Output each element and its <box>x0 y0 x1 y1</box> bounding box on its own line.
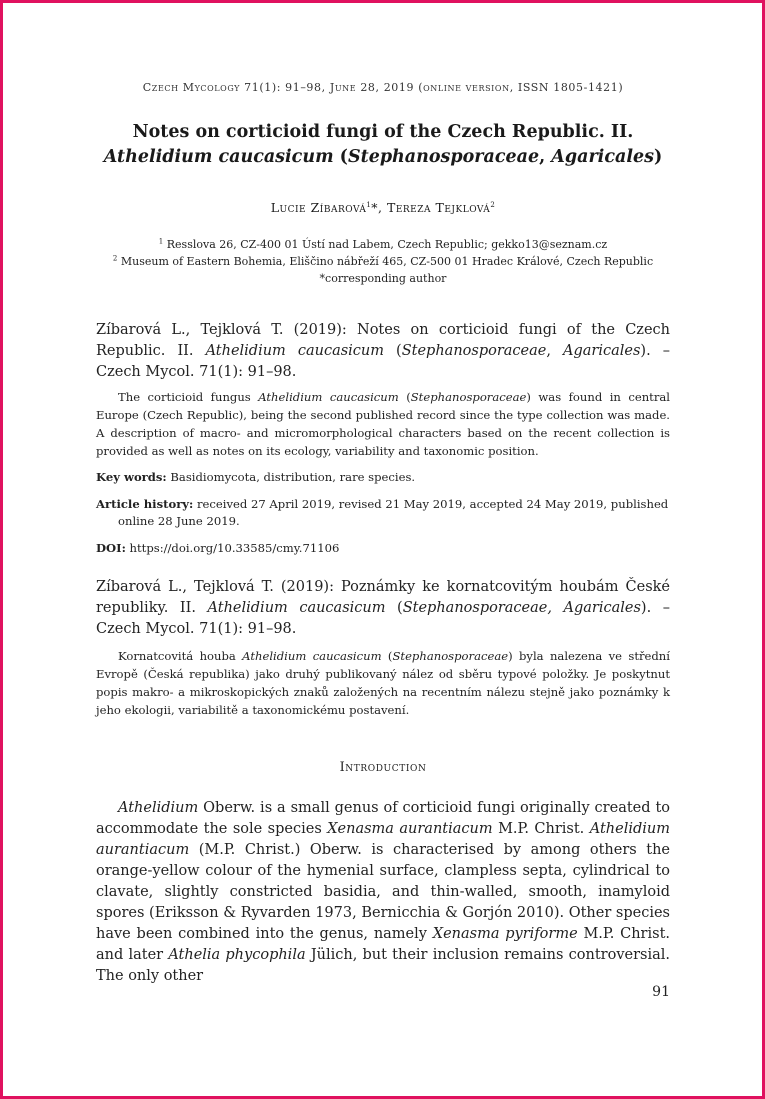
title-order: Agaricales <box>551 147 654 167</box>
abstract-czech: Kornatcovitá houba Athelidium caucasicum (Stephanosporaceae) byla nalezena ve střední Evropě (Česká republika) jako druhý publikovaný nález od sběru typové položky. Je poskytnut popis makro- a mikroskopických znaků založených na recentním nálezu stejně jako poznámky k jeho ekologii, variabilitě a taxonomickému postavení. <box>96 649 670 717</box>
affiliations <box>96 236 670 287</box>
citation-czech: Zíbarová L., Tejklová T. (2019): Poznámky ke kornatcovitým houbám České republiky. II. Athelidium caucasicum (Stephanosporaceae, Agaricales). – Czech Mycol. 71(1): 91–98. <box>96 579 670 637</box>
title-genus: Athelidium caucasicum <box>103 147 334 167</box>
article-history: Article history: received 27 April 2019, revised 21 May 2019, accepted 24 May 2019, published online 28 June 2019. <box>96 497 669 528</box>
affiliation-2: $^2$ Museum of Eastern Bohemia, Eliščino nábřeží 465, CZ-500 01 Hradec Králové, Czech Republic <box>112 254 654 268</box>
title-family: Stephanosporaceae <box>347 147 540 167</box>
author-list: Lucie Zíbarová$^1$*, Tereza Tejklová$^2$ <box>270 200 496 215</box>
author-name: Tereza Tejklová <box>387 200 491 215</box>
doi: DOI: https://doi.org/10.33585/cmy.71106 <box>96 541 340 555</box>
journal-header: Czech Mycology 71(1): 91–98, June 28, 2019 (online version, ISSN 1805-1421) <box>142 81 624 94</box>
article-title-line2: Athelidium caucasicum (Stephanosporaceae, Agaricales) <box>103 147 663 167</box>
introduction-paragraph: Athelidium Oberw. is a small genus of corticioid fungi originally created to accommodate the sole species Xenasma aurantiacum M.P. Christ. Athelidium aurantiacum (M.P. Christ.) Oberw. is characterised by among others the orange-yellow colour of the hymenial surface, clampless septa, cylindrical to clavate, slightly constricted basidia, and thin-walled, smooth, inamyloid spores (Eriksson & Ryvarden 1973, Bernicchia & Gorjón 2010). Other species have been combined into the genus, namely Xenasma pyriforme M.P. Christ. and later Athelia phycophila Jülich, but their inclusion remains controversial. The only other <box>96 800 671 984</box>
article-title-line1: Notes on corticioid fungi of the Czech Republic. II. <box>132 122 634 142</box>
page-number: 91 <box>652 984 670 1000</box>
keywords: Key words: Basidiomycota, distribution, rare species. <box>96 470 416 484</box>
affiliation-1: $^1$ Resslova 26, CZ-400 01 Ústí nad Labem, Czech Republic; gekko13@seznam.cz <box>158 237 608 251</box>
author-name: Lucie Zíbarová <box>270 200 367 215</box>
corresponding-author-note: *corresponding author <box>319 272 447 285</box>
citation-english: Zíbarová L., Tejklová T. (2019): Notes on corticioid fungi of the Czech Republic. II. Athelidium caucasicum (Stephanosporaceae, Agaricales). – Czech Mycol. 71(1): 91–98. <box>96 322 670 380</box>
abstract-english: The corticioid fungus Athelidium caucasicum (Stephanosporaceae) was found in central Europe (Czech Republic), being the second published record since the type collection was made. A description of macro- and micromorphological characters based on the recent collection is provided as well as notes on its ecology, variability and taxonomic position. <box>96 390 670 458</box>
doi-link[interactable]: https://doi.org/10.33585/cmy.71106 <box>125 541 340 555</box>
section-heading-introduction: Introduction <box>339 760 427 775</box>
